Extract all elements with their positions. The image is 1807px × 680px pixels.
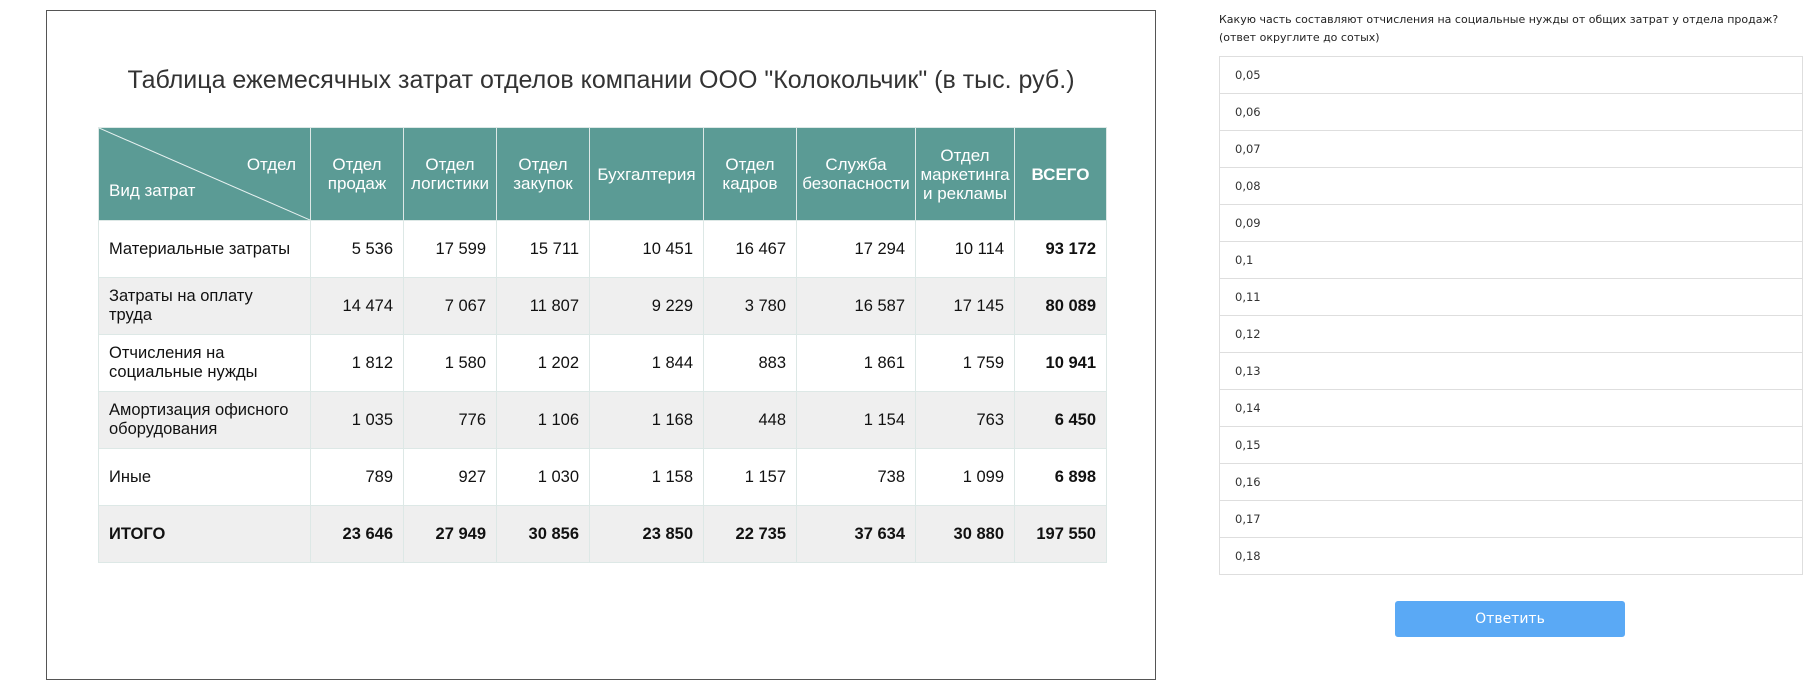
table-cell: 23 850: [590, 506, 704, 563]
table-row: [99, 335, 1107, 392]
table-cell: 10 114: [916, 221, 1015, 278]
column-header: Отдел маркетинга и рекламы: [916, 128, 1015, 221]
table-cell: 16 467: [704, 221, 797, 278]
table-cell: 7 067: [404, 278, 497, 335]
answer-option[interactable]: 0,05: [1219, 56, 1803, 94]
submit-answer-button[interactable]: Ответить: [1395, 601, 1625, 637]
table-row: [99, 392, 1107, 449]
table-cell: 30 856: [497, 506, 590, 563]
table-cell: 1 202: [497, 335, 590, 392]
corner-diagonal-line: [99, 128, 310, 220]
table-cell-total: 80 089: [1015, 278, 1107, 335]
answer-option[interactable]: 0,16: [1219, 463, 1803, 501]
table-cell: 11 807: [497, 278, 590, 335]
answer-option[interactable]: 0,14: [1219, 389, 1803, 427]
table-cell-total: 6 898: [1015, 449, 1107, 506]
table-corner-header: [99, 128, 311, 221]
table-cell: 789: [311, 449, 404, 506]
table-cell: 776: [404, 392, 497, 449]
answer-option[interactable]: 0,17: [1219, 500, 1803, 538]
row-label: Материальные затраты: [99, 221, 311, 278]
table-cell: 10 451: [590, 221, 704, 278]
table-cell: 17 145: [916, 278, 1015, 335]
column-header: Служба безопасности: [797, 128, 916, 221]
table-cell: 1 580: [404, 335, 497, 392]
table-cell: 3 780: [704, 278, 797, 335]
table-cell: 37 634: [797, 506, 916, 563]
table-cell: 30 880: [916, 506, 1015, 563]
table-cell: 9 229: [590, 278, 704, 335]
column-header: Отдел кадров: [704, 128, 797, 221]
question-text: Какую часть составляют отчисления на социальные нужды от общих затрат у отдела продаж? (ответ округлите до сотых): [1219, 13, 1779, 44]
table-cell: 17 294: [797, 221, 916, 278]
table-row: [99, 221, 1107, 278]
costs-table: [98, 127, 1107, 563]
table-cell: 27 949: [404, 506, 497, 563]
table-header-row: [99, 128, 1107, 221]
table-cell: 1 168: [590, 392, 704, 449]
answer-options-list: [1219, 57, 1803, 575]
table-cell: 927: [404, 449, 497, 506]
table-cell: 14 474: [311, 278, 404, 335]
slide-frame: [46, 10, 1156, 680]
table-cell: 1 157: [704, 449, 797, 506]
table-cell-total: 93 172: [1015, 221, 1107, 278]
table-row: [99, 449, 1107, 506]
table-row: [99, 278, 1107, 335]
answer-option[interactable]: 0,18: [1219, 537, 1803, 575]
answer-option[interactable]: 0,15: [1219, 426, 1803, 464]
table-cell: 1 759: [916, 335, 1015, 392]
column-header: Отдел логистики: [404, 128, 497, 221]
table-cell: 23 646: [311, 506, 404, 563]
corner-department-label: Отдел: [246, 155, 296, 174]
table-cell: 1 030: [497, 449, 590, 506]
answer-option[interactable]: 0,06: [1219, 93, 1803, 131]
table-cell: 448: [704, 392, 797, 449]
table-cell: 1 154: [797, 392, 916, 449]
answer-option[interactable]: 0,11: [1219, 278, 1803, 316]
table-cell: 763: [916, 392, 1015, 449]
table-cell: 1 861: [797, 335, 916, 392]
column-header: Отдел закупок: [497, 128, 590, 221]
row-label: Иные: [99, 449, 311, 506]
slide-title: Таблица ежемесячных затрат отделов компании ООО "Колокольчик" (в тыс. руб.): [127, 66, 1075, 94]
table-cell: 738: [797, 449, 916, 506]
table-row-total: [99, 506, 1107, 563]
column-header: Бухгалтерия: [590, 128, 704, 221]
table-cell-total: 10 941: [1015, 335, 1107, 392]
corner-cost-type-label: Вид затрат: [109, 181, 196, 200]
table-cell: 1 106: [497, 392, 590, 449]
table-cell: 5 536: [311, 221, 404, 278]
answer-option[interactable]: 0,1: [1219, 241, 1803, 279]
answer-option[interactable]: 0,12: [1219, 315, 1803, 353]
table-cell: 1 812: [311, 335, 404, 392]
table-cell: 17 599: [404, 221, 497, 278]
answer-option[interactable]: 0,07: [1219, 130, 1803, 168]
row-label: Амортизация офисного оборудования: [99, 392, 311, 449]
table-cell: 16 587: [797, 278, 916, 335]
answer-option[interactable]: 0,08: [1219, 167, 1803, 205]
row-label: ИТОГО: [99, 506, 311, 563]
column-header: Отдел продаж: [311, 128, 404, 221]
table-cell: 22 735: [704, 506, 797, 563]
row-label: Затраты на оплату труда: [99, 278, 311, 335]
table-cell-total: 6 450: [1015, 392, 1107, 449]
row-label: Отчисления на социальные нужды: [99, 335, 311, 392]
column-header-total: ВСЕГО: [1015, 128, 1107, 221]
table-cell: 15 711: [497, 221, 590, 278]
table-cell: 1 844: [590, 335, 704, 392]
answer-option[interactable]: 0,13: [1219, 352, 1803, 390]
answer-option[interactable]: 0,09: [1219, 204, 1803, 242]
table-cell: 1 158: [590, 449, 704, 506]
table-cell: 883: [704, 335, 797, 392]
table-cell: 1 099: [916, 449, 1015, 506]
table-cell-total: 197 550: [1015, 506, 1107, 563]
table-cell: 1 035: [311, 392, 404, 449]
